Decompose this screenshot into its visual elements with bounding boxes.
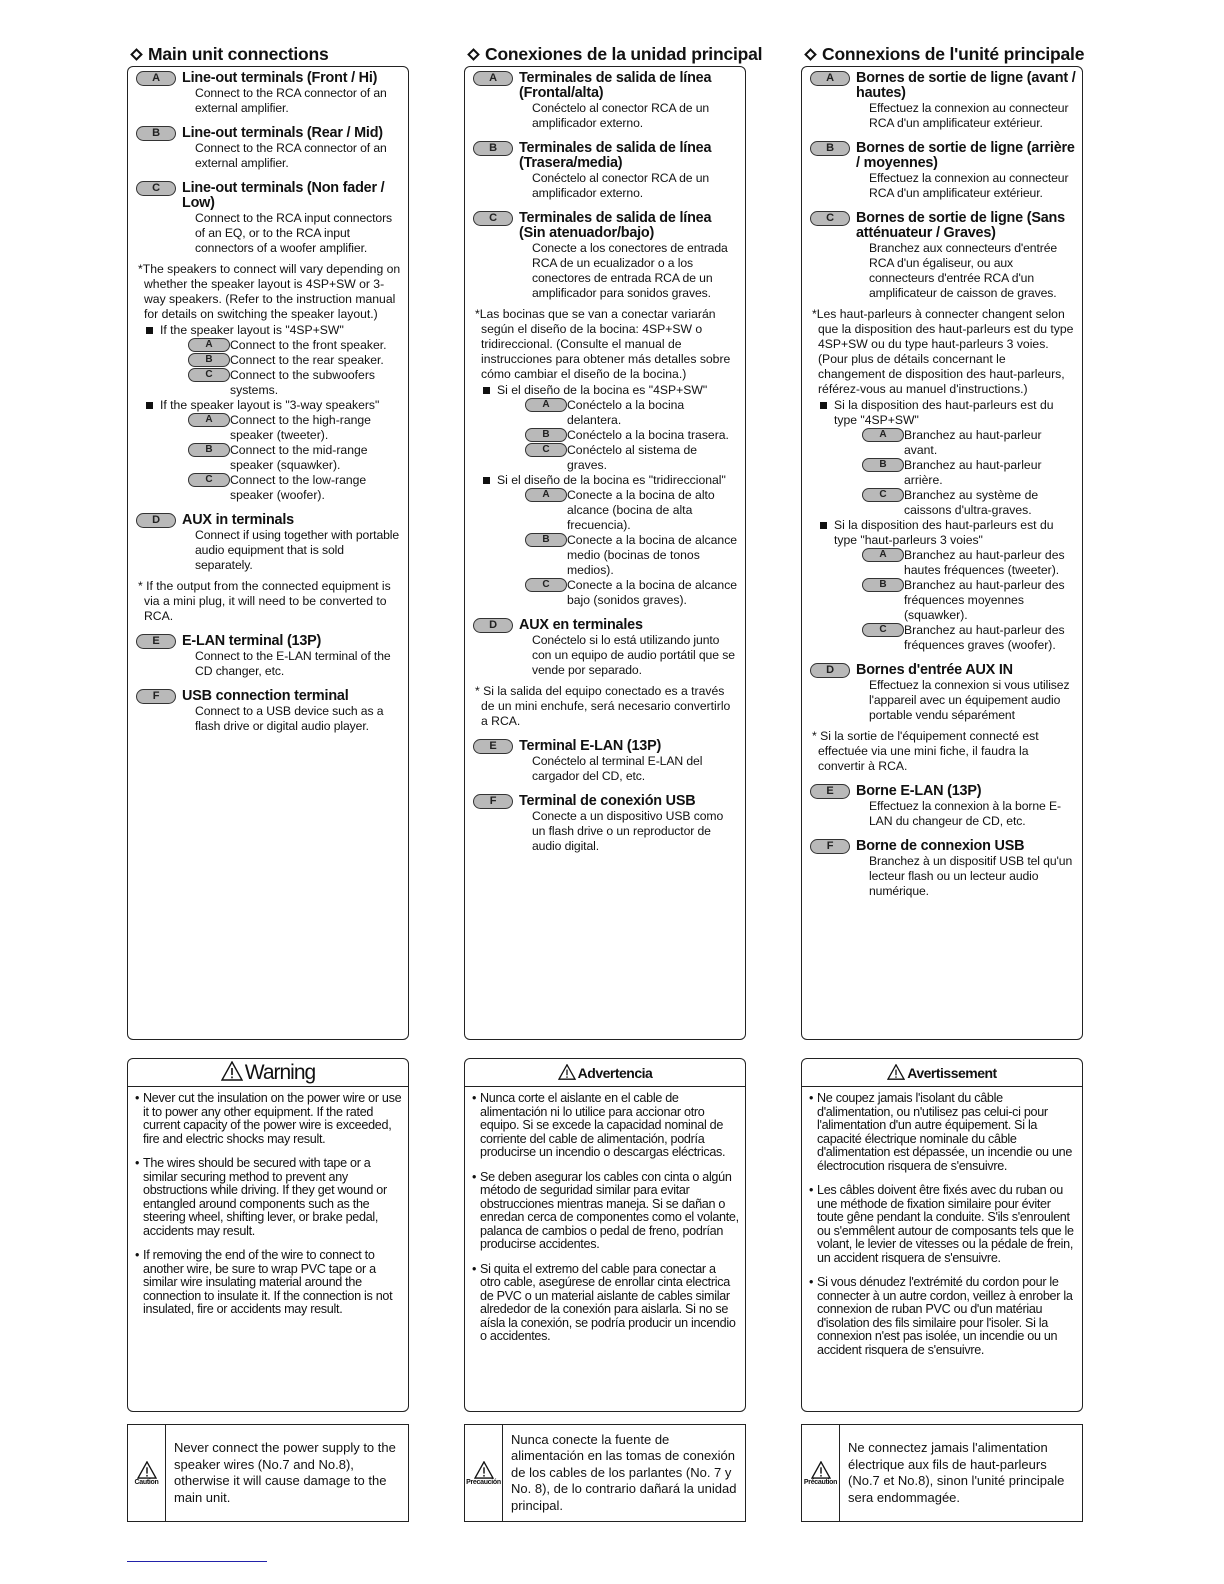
connection-item-a: [136, 71, 402, 116]
connections-box: [127, 66, 409, 1040]
connection-item-a: [810, 71, 1076, 131]
item-description: Conecte a los conectores de entrada RCA de un ecualizador o a los conectores de entrada RCA de un amplificador para sonidos graves.: [532, 241, 728, 300]
bullet-icon: •: [135, 1156, 140, 1170]
badge-a-icon: A: [862, 428, 904, 442]
item-title: Bornes de sortie de ligne (avant / hautes): [856, 70, 1076, 101]
badge-d-icon: D: [136, 513, 176, 528]
item-title: AUX in terminals: [182, 512, 294, 528]
item-description: Branchez à un dispositif USB tel qu'un lecteur flash ou un lecteur audio numérique.: [869, 854, 1073, 898]
warning-title: Advertencia: [465, 1059, 745, 1087]
badge-c-icon: C: [862, 623, 904, 637]
badge-b-icon: B: [525, 533, 567, 547]
square-bullet-icon: [820, 402, 827, 409]
item-title: Bornes de sortie de ligne (Sans atténuateur / Graves): [856, 210, 1065, 241]
square-bullet-icon: [820, 522, 827, 529]
warning-box-english: [127, 1058, 409, 1412]
item-title: Line-out terminals (Front / Hi): [182, 70, 378, 86]
badge-a-icon: A: [188, 413, 230, 427]
case-4sp-sw: If the speaker layout is "4SP+SW": [136, 323, 402, 338]
item-description: Connect to the RCA connector of an external amplifier.: [195, 86, 387, 115]
badge-e-icon: E: [810, 784, 850, 799]
connection-item-e: [810, 784, 1076, 829]
caution-triangle-icon: [811, 1461, 831, 1479]
sub-item: A Conéctelo a la bocina delantera.: [473, 398, 739, 428]
item-description: Connect to the RCA input connectors of an EQ, or to the RCA input connectors of a woofer amplifier.: [195, 211, 393, 255]
bullet-icon: •: [809, 1275, 814, 1289]
sub-item: B Conéctelo a la bocina trasera.: [473, 428, 739, 443]
badge-b-icon: B: [188, 443, 230, 457]
aux-note: * Si la salida del equipo conectado es a través de un mini enchufe, será necesario convertirlo a RCA.: [475, 684, 731, 728]
warning-item: • Se deben asegurar los cables con cinta o algún método de seguridad similar para evitar obstrucciones mientras maneja. Si se dañan o enredan cerca de componentes como el volante, palanca de cambios o pedal de freno, podrían producirse accidentes.: [472, 1169, 739, 1251]
connection-item-e: [473, 739, 739, 784]
sub-item: C Conecte a la bocina de alcance bajo (sonidos graves).: [473, 578, 739, 608]
section-heading: Connexions de l'unité principale: [801, 42, 1083, 66]
speaker-note: *Las bocinas que se van a conectar variarán según el diseño de la bocina: 4SP+SW o tridireccional. (Consulte el manual de instrucciones para obtener más detalles sobre cómo cambiar el diseño de la bocina.): [475, 307, 731, 381]
badge-b-icon: B: [473, 141, 513, 156]
badge-b-icon: B: [810, 141, 850, 156]
connection-item-b: [136, 126, 402, 171]
sub-item: C Connect to the low-range speaker (woofer).: [136, 473, 402, 503]
item-description: Effectuez la connexion si vous utilisez l'appareil avec un équipement audio portable vendu séparément: [869, 678, 1070, 722]
item-description: Connect to a USB device such as a flash drive or digital audio player.: [195, 704, 384, 733]
case-4sp-sw: Si el diseño de la bocina es "4SP+SW": [473, 383, 739, 398]
badge-f-icon: F: [136, 689, 176, 704]
item-title: Terminal de conexión USB: [519, 793, 696, 809]
caution-icon-cell: [465, 1425, 503, 1521]
sub-item: A Connect to the front speaker.: [136, 338, 402, 353]
bullet-icon: •: [809, 1183, 814, 1197]
badge-c-icon: C: [862, 488, 904, 502]
sub-item: B Conecte a la bocina de alcance medio (bocinas de tonos medios).: [473, 533, 739, 578]
warning-title: Avertissement: [802, 1059, 1082, 1087]
item-description: Conecte a un dispositivo USB como un flash drive o un reproductor de audio digital.: [532, 809, 724, 853]
sub-item: A Branchez au haut-parleur des hautes fréquences (tweeter).: [810, 548, 1076, 578]
connections-box: [801, 66, 1083, 1040]
square-bullet-icon: [146, 402, 153, 409]
connection-item-d: [136, 513, 402, 573]
warning-triangle-icon: [221, 1061, 243, 1081]
bullet-icon: •: [135, 1248, 140, 1262]
sub-item: A Conecte a la bocina de alto alcance (bocina de alta frecuencia).: [473, 488, 739, 533]
warning-title: Warning: [128, 1059, 408, 1087]
badge-a-icon: A: [810, 71, 850, 86]
bullet-icon: •: [472, 1169, 477, 1184]
caution-label: Precaución: [466, 1478, 501, 1486]
badge-a-icon: A: [188, 338, 230, 352]
connections-box: [464, 66, 746, 1040]
badge-f-icon: F: [810, 839, 850, 854]
badge-b-icon: B: [862, 578, 904, 592]
connection-item-f: [136, 689, 402, 734]
badge-a-icon: A: [473, 71, 513, 86]
badge-b-icon: B: [136, 126, 176, 141]
item-description: Conéctelo si lo está utilizando junto con un equipo de audio portátil que se vende por separado.: [532, 633, 735, 677]
badge-c-icon: C: [525, 578, 567, 592]
item-description: Effectuez la connexion à la borne E-LAN du changeur de CD, etc.: [869, 799, 1061, 828]
caution-icon-cell: [128, 1425, 166, 1521]
item-description: Effectuez la connexion au connecteur RCA d'un amplificateur extérieur.: [869, 101, 1069, 130]
item-description: Connect to the E-LAN terminal of the CD changer, etc.: [195, 649, 391, 678]
connection-item-b: [810, 141, 1076, 201]
badge-b-icon: B: [188, 353, 230, 367]
square-bullet-icon: [146, 327, 153, 334]
badge-a-icon: A: [862, 548, 904, 562]
warning-item: • If removing the end of the wire to connect to another wire, be sure to wrap PVC tape or a similar wire insulating material around the connection to insulate it. If the connection is not insulated, fire or accidents may result.: [135, 1248, 393, 1316]
bullet-icon: •: [472, 1261, 477, 1276]
sub-item: C Connect to the subwoofers systems.: [136, 368, 402, 398]
item-title: Borne de connexion USB: [856, 838, 1025, 854]
connection-item-e: [136, 634, 402, 679]
item-title: Bornes de sortie de ligne (arrière / moyennes): [856, 140, 1075, 171]
badge-b-icon: B: [862, 458, 904, 472]
warning-item: • Never cut the insulation on the power wire or use it to power any other equipment. If the rated current capacity of the power wire is exceeded, fire and electric shocks may result.: [135, 1091, 402, 1146]
badge-a-icon: A: [525, 398, 567, 412]
warning-item: • Si quita el extremo del cable para conectar a otro cable, asegúrese de enrollar cinta electrica de PVC o un material aislante de cables similar alrededor de la conexión para aislarla. Si no se aísla la conexión, se podría producir un incendio o accidentes.: [472, 1261, 736, 1343]
badge-a-icon: A: [136, 71, 176, 86]
sub-item: C Conéctelo al sistema de graves.: [473, 443, 739, 473]
column-english: [127, 42, 409, 1040]
footer-divider: [127, 1561, 267, 1562]
badge-b-icon: B: [525, 428, 567, 442]
item-description: Conéctelo al conector RCA de un amplificador externo.: [532, 101, 710, 130]
caution-text: Nunca conecte la fuente de alimentación en las tomas de conexión de los cables de los parlantes (No. 7 y No. 8), de lo contrario dañará la unidad principal.: [511, 1431, 737, 1513]
case-3way: If the speaker layout is "3-way speakers": [136, 398, 402, 413]
sub-item: B Branchez au haut-parleur arrière.: [810, 458, 1076, 488]
connection-item-a: [473, 71, 739, 131]
badge-c-icon: C: [810, 211, 850, 226]
connection-item-b: [473, 141, 739, 201]
caution-icon-cell: [802, 1425, 840, 1521]
item-description: Branchez aux connecteurs d'entrée RCA d'un égaliseur, ou aux connecteurs d'entrée RCA d'un amplificateur de caisson de graves.: [869, 241, 1058, 300]
sub-item: C Branchez au système de caissons d'ultra-graves.: [810, 488, 1076, 518]
caution-box-english: [127, 1424, 409, 1522]
badge-a-icon: A: [525, 488, 567, 502]
sub-item: B Connect to the mid-range speaker (squawker).: [136, 443, 402, 473]
section-heading: Main unit connections: [127, 42, 409, 66]
item-title: Line-out terminals (Non fader / Low): [182, 180, 385, 211]
item-title: USB connection terminal: [182, 688, 349, 704]
bullet-icon: •: [809, 1091, 814, 1105]
column-spanish: [464, 42, 763, 1040]
badge-d-icon: D: [473, 618, 513, 633]
caution-label: Précaution: [803, 1478, 838, 1486]
diamond-icon: [804, 48, 817, 61]
item-title: Terminales de salida de línea (Sin atenuador/bajo): [519, 210, 712, 241]
case-4sp-sw: Si la disposition des haut-parleurs est du type "4SP+SW": [810, 398, 1076, 428]
caution-triangle-icon: [474, 1461, 494, 1479]
case-3-voies: Si la disposition des haut-parleurs est du type "haut-parleurs 3 voies": [810, 518, 1076, 548]
warning-item: • Nunca corte el aislante en el cable de alimentación ni lo utilice para accionar otro equipo. Si se excede la capacidad nominal de corriente del cable de alimentación, podría producirse un incendio o descargas eléctricas.: [472, 1091, 726, 1159]
badge-c-icon: C: [188, 368, 230, 382]
square-bullet-icon: [483, 387, 490, 394]
case-tridireccional: Si el diseño de la bocina es "tridireccional": [473, 473, 739, 488]
badge-c-icon: C: [136, 181, 176, 196]
item-title: Borne E-LAN (13P): [856, 783, 982, 799]
item-title: Bornes d'entrée AUX IN: [856, 662, 1013, 678]
warning-box-spanish: [464, 1058, 746, 1412]
speaker-note: *The speakers to connect will vary depending on whether the speaker layout is 4SP+SW or 3-way speakers. (Refer to the instruction manual for details on switching the speaker layout.): [138, 262, 401, 321]
warning-item: • Les câbles doivent être fixés avec du ruban ou une méthode de fixation similaire pour éviter toute gêne pendant la conduite. S'ils s'enroulent ou s'emmêlent autour de composants tels que le volant, le levier de vitesses ou la pédale de frein, un accident risquera de s'ensuivre.: [809, 1183, 1074, 1265]
diamond-icon: [467, 48, 480, 61]
caution-text: Ne connectez jamais l'alimentation électrique aux fils de haut-parleurs (No.7 et No.8), sinon l'unité principale sera endommagée.: [848, 1440, 1065, 1505]
sub-item: B Branchez au haut-parleur des fréquences moyennes (squawker).: [810, 578, 1076, 623]
badge-c-icon: C: [525, 443, 567, 457]
bullet-icon: •: [135, 1091, 140, 1105]
badge-c-icon: C: [188, 473, 230, 487]
warning-item: • Ne coupez jamais l'isolant du câble d'alimentation, ou n'utilisez pas celui-ci pour l'alimentation d'un autre équipement. Si la capacité électrique nominale du câble d'alimentation est dépassée, un incendie ou une électrocution risquera de s'ensuivre.: [809, 1091, 1073, 1173]
connection-item-f: [810, 839, 1076, 899]
bullet-icon: •: [472, 1091, 477, 1105]
item-title: Terminal E-LAN (13P): [519, 738, 662, 754]
item-title: Terminales de salida de línea (Frontal/alta): [519, 70, 712, 101]
warning-box-french: [801, 1058, 1083, 1412]
caution-box-spanish: [464, 1424, 746, 1522]
caution-text: Never connect the power supply to the speaker wires (No.7 and No.8), otherwise it will cause damage to the main unit.: [174, 1440, 396, 1505]
sub-item: A Branchez au haut-parleur avant.: [810, 428, 1076, 458]
warning-triangle-icon: [887, 1064, 905, 1080]
item-title: Line-out terminals (Rear / Mid): [182, 125, 383, 141]
connection-item-f: [473, 794, 739, 854]
section-heading: Conexiones de la unidad principal: [464, 42, 746, 66]
badge-c-icon: C: [473, 211, 513, 226]
aux-note: * Si la sortie de l'équipement connecté est effectuée via une mini fiche, il faudra la convertir à RCA.: [812, 729, 1039, 773]
sub-item: A Connect to the high-range speaker (tweeter).: [136, 413, 402, 443]
item-description: Effectuez la connexion au connecteur RCA d'un amplificateur extérieur.: [869, 171, 1069, 200]
badge-f-icon: F: [473, 794, 513, 809]
item-description: Connect to the RCA connector of an external amplifier.: [195, 141, 387, 170]
item-title: Terminales de salida de línea (Trasera/media): [519, 140, 712, 171]
sub-item: B Connect to the rear speaker.: [136, 353, 402, 368]
connection-item-c: [136, 181, 402, 256]
caution-label: Caution: [134, 1478, 159, 1486]
badge-d-icon: D: [810, 663, 850, 678]
caution-triangle-icon: [137, 1461, 157, 1479]
connection-item-c: [810, 211, 1076, 301]
item-title: AUX en terminales: [519, 617, 643, 633]
warning-item: • Si vous dénudez l'extrémité du cordon pour le connecter à un autre cordon, veillez à enrober la connexion de ruban PVC ou d'un matériau d'isolation des fils similaire pour l'isoler. Si la connexion n'est pas isolée, un incendie ou un accident risquera de s'ensuivre.: [809, 1275, 1073, 1357]
item-title: E-LAN terminal (13P): [182, 633, 322, 649]
item-description: Conéctelo al conector RCA de un amplificador externo.: [532, 171, 710, 200]
warning-triangle-icon: [558, 1064, 576, 1080]
diamond-icon: [130, 48, 143, 61]
item-description: Connect if using together with portable audio equipment that is sold separately.: [195, 528, 400, 572]
column-french: [801, 42, 1083, 1040]
badge-e-icon: E: [473, 739, 513, 754]
caution-box-french: [801, 1424, 1083, 1522]
connection-item-d: [473, 618, 739, 678]
connection-item-c: [473, 211, 739, 301]
warning-item: • The wires should be secured with tape or a similar securing method to prevent any obstructions while driving. If they get wound or entangled around components such as the steering wheel, shifting lever, or brake pedal, accidents may result.: [135, 1156, 387, 1238]
connection-item-d: [810, 663, 1076, 723]
speaker-note: *Les haut-parleurs à connecter changent selon que la disposition des haut-parleurs est du type 4SP+SW ou du type haut-parleurs 3 voies. (Pour plus de détails concernant le changement de disposition des haut-parleurs, référez-vous au manuel d'instructions.): [812, 307, 1074, 396]
aux-note: * If the output from the connected equipment is via a mini plug, it will need to be converted to RCA.: [138, 579, 391, 623]
item-description: Conéctelo al terminal E-LAN del cargador del CD, etc.: [532, 754, 703, 783]
badge-e-icon: E: [136, 634, 176, 649]
square-bullet-icon: [483, 477, 490, 484]
sub-item: C Branchez au haut-parleur des fréquences graves (woofer).: [810, 623, 1076, 653]
